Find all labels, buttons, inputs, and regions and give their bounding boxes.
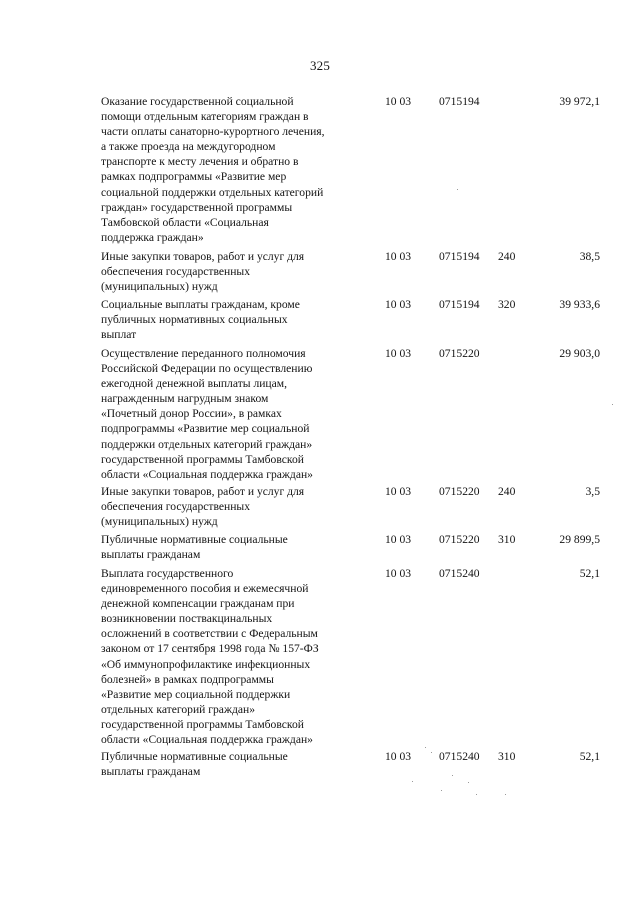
row-section-code: 10 03 bbox=[385, 567, 412, 580]
row-expense-type: 310 bbox=[498, 533, 516, 546]
row-amount: 3,5 bbox=[585, 485, 600, 498]
row-expense-type: 320 bbox=[498, 298, 516, 311]
row-amount: 52,1 bbox=[579, 750, 600, 763]
row-description: Социальные выплаты гражданам, кроме публичных нормативных социальных выплат bbox=[101, 298, 300, 342]
row-target-code: 0715240 bbox=[439, 750, 480, 763]
row-description: Публичные нормативные социальные выплаты гражданам bbox=[101, 533, 288, 562]
row-target-code: 0715194 bbox=[439, 250, 480, 263]
row-amount: 39 933,6 bbox=[559, 298, 600, 311]
row-expense-type: 240 bbox=[498, 485, 516, 498]
row-description: Оказание государственной социальной помощи отдельным категориям граждан в части оплаты санаторно-курортного лечения, а также проезда на междугородном транспорте к месту лечения и обратно в рамках подпрограммы «Развитие мер социальной поддержки отдельных категорий граждан» государственной программы Тамбовской области «Социальная поддержка граждан» bbox=[101, 95, 325, 244]
page-number: 325 bbox=[309, 58, 331, 73]
row-amount: 39 972,1 bbox=[559, 95, 600, 108]
row-amount: 29 903,0 bbox=[559, 347, 600, 360]
row-amount: 38,5 bbox=[579, 250, 600, 263]
row-section-code: 10 03 bbox=[385, 298, 412, 311]
row-expense-type: 310 bbox=[498, 750, 516, 763]
row-description: Иные закупки товаров, работ и услуг для обеспечения государственных (муниципальных) нужд bbox=[101, 250, 305, 294]
row-section-code: 10 03 bbox=[385, 95, 412, 108]
row-amount: 52,1 bbox=[579, 567, 600, 580]
row-description: Выплата государственного единовременного пособия и ежемесячной денежной компенсации гражданам при возникновении поствакцинальных осложнений в соответствии с Федеральным законом от 17 сентября 1998 года № 157-ФЗ «Об иммунопрофилактике инфекционных болезней» в рамках подпрограммы «Развитие мер социальной поддержки отдельных категорий граждан» государственной программы Тамбовской области «Социальная поддержка граждан» bbox=[101, 567, 319, 747]
row-amount: 29 899,5 bbox=[559, 533, 600, 546]
row-target-code: 0715194 bbox=[439, 298, 480, 311]
row-section-code: 10 03 bbox=[385, 533, 412, 546]
row-description: Осуществление переданного полномочия Российской Федерации по осуществлению ежегодной денежной выплаты лицам, награжденным нагрудным знаком «Почетный донор России», в рамках подпрограммы «Развитие мер социальной поддержки отдельных категорий граждан» государственной программы Тамбовской области «Социальная поддержка граждан» bbox=[101, 347, 313, 481]
row-target-code: 0715220 bbox=[439, 485, 480, 498]
row-section-code: 10 03 bbox=[385, 750, 412, 763]
row-section-code: 10 03 bbox=[385, 347, 412, 360]
row-target-code: 0715240 bbox=[439, 567, 480, 580]
row-target-code: 0715220 bbox=[439, 533, 480, 546]
row-expense-type: 240 bbox=[498, 250, 516, 263]
row-section-code: 10 03 bbox=[385, 485, 412, 498]
row-section-code: 10 03 bbox=[385, 250, 412, 263]
row-target-code: 0715194 bbox=[439, 95, 480, 108]
row-description: Публичные нормативные социальные выплаты гражданам bbox=[101, 750, 288, 779]
row-target-code: 0715220 bbox=[439, 347, 480, 360]
row-description: Иные закупки товаров, работ и услуг для обеспечения государственных (муниципальных) нужд bbox=[101, 485, 305, 529]
